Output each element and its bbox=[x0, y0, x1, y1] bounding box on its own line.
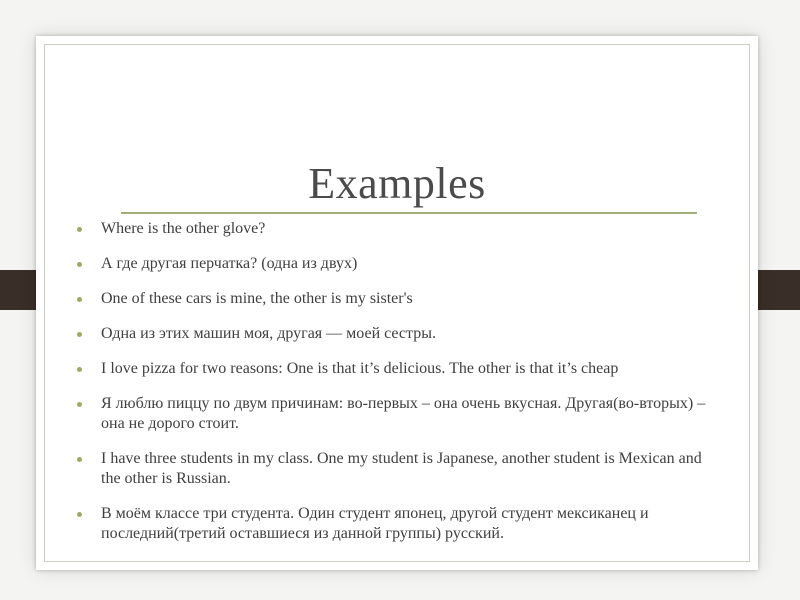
bullet-text: One of these cars is mine, the other is my sister's bbox=[101, 290, 413, 307]
bullet-text: А где другая перчатка? (одна из двух) bbox=[101, 255, 358, 272]
bullet-list bbox=[89, 219, 717, 559]
bullet-dot-icon bbox=[77, 457, 82, 462]
slide-frame bbox=[44, 44, 750, 562]
bullet-item bbox=[89, 449, 717, 489]
bullet-dot-icon bbox=[77, 332, 82, 337]
bullet-item bbox=[89, 254, 717, 274]
bullet-dot-icon bbox=[77, 512, 82, 517]
slide bbox=[36, 36, 758, 570]
bullet-text: Я люблю пиццу по двум причинам: во-первых – она очень вкусная. Другая(во-вторых) – она не дорого стоит. bbox=[101, 395, 706, 432]
bullet-item bbox=[89, 324, 717, 344]
bullet-item bbox=[89, 394, 717, 434]
bullet-item bbox=[89, 359, 717, 379]
bullet-item bbox=[89, 289, 717, 309]
bullet-item bbox=[89, 504, 717, 544]
bullet-text: В моём классе три студента. Один студент японец, другой студент мексиканец и последний(третий оставшиеся из данной группы) русский. bbox=[101, 505, 649, 542]
bullet-text: Where is the other glove? bbox=[101, 220, 266, 237]
slide-title: Examples bbox=[308, 159, 486, 208]
title-divider bbox=[121, 212, 697, 214]
bullet-text: Одна из этих машин моя, другая — моей сестры. bbox=[101, 325, 436, 342]
bullet-dot-icon bbox=[77, 297, 82, 302]
bullet-dot-icon bbox=[77, 227, 82, 232]
bullet-dot-icon bbox=[77, 402, 82, 407]
bullet-dot-icon bbox=[77, 367, 82, 372]
bullet-text: I have three students in my class. One my student is Japanese, another student is Mexican and the other is Russian. bbox=[101, 450, 702, 487]
bullet-text: I love pizza for two reasons: One is that it’s delicious. The other is that it’s cheap bbox=[101, 360, 619, 377]
bullet-item bbox=[89, 219, 717, 239]
bullet-dot-icon bbox=[77, 262, 82, 267]
